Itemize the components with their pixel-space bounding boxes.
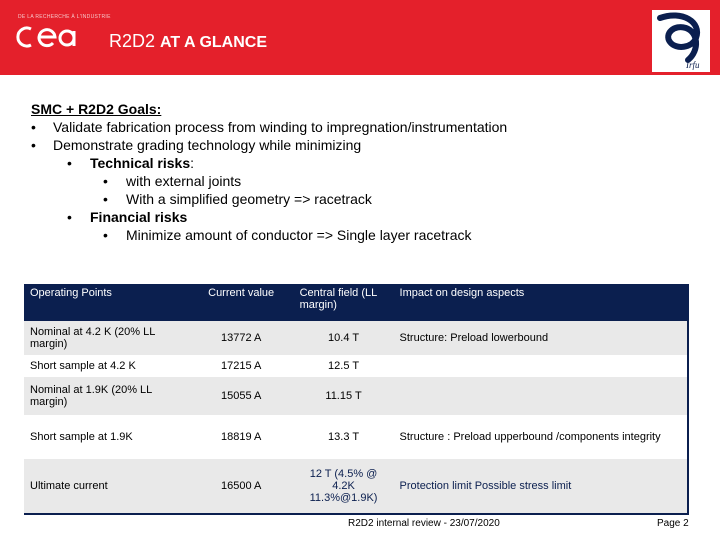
financial-risks-label: Financial risks <box>90 209 188 225</box>
operating-points-table <box>24 284 689 515</box>
impact-cell <box>394 355 688 377</box>
irfu-logo-text: Irfu <box>686 60 700 70</box>
impact-cell <box>394 377 688 415</box>
table-row <box>24 415 688 459</box>
current-cell: 15055 A <box>189 377 294 415</box>
current-cell: 18819 A <box>220 431 262 443</box>
bullet-icon: • <box>103 227 108 243</box>
header-operating-points: Operating Points <box>24 284 189 321</box>
operating-point-cell: Nominal at 4.2 K (20% LL margin) <box>24 321 189 355</box>
field-cell: 12 T (4.5% @ 4.2K 11.3%@1.9K) <box>294 459 394 514</box>
technical-risks-suffix: : <box>190 155 195 171</box>
technical-item: With a simplified geometry => racetrack <box>126 191 372 207</box>
table-header-row <box>24 284 688 321</box>
cea-logo <box>15 23 79 51</box>
slide-title <box>109 31 267 52</box>
current-cell: 17215 A <box>220 360 262 372</box>
title-part1: R2D2 <box>109 31 156 51</box>
irfu-logo-icon <box>652 10 710 72</box>
technical-risks <box>90 154 194 172</box>
technical-risks-label: Technical risks <box>90 155 191 171</box>
impact-cell: Structure : Preload upperbound /components integrity <box>394 415 688 459</box>
bullet-icon: • <box>103 173 108 189</box>
bullet-icon: • <box>31 137 36 153</box>
bullet-icon: • <box>103 191 108 207</box>
table-row <box>24 321 688 355</box>
header-bar <box>0 0 720 75</box>
bullet-icon: • <box>67 209 72 225</box>
goal-item: Demonstrate grading technology while minimizing <box>53 137 362 153</box>
irfu-logo <box>652 10 710 72</box>
goals-section <box>31 100 508 244</box>
bullet-icon: • <box>31 119 36 135</box>
goals-heading: SMC + R2D2 Goals: <box>31 101 162 117</box>
operating-point-cell: Short sample at 1.9K <box>30 431 133 443</box>
field-cell: 12.5 T <box>328 360 360 372</box>
table-row <box>24 459 688 514</box>
title-part2: AT A GLANCE <box>160 34 267 51</box>
field-cell: 11.15 T <box>294 377 394 415</box>
impact-cell: Structure: Preload lowerbound <box>394 321 688 355</box>
header-current-value: Current value <box>189 284 294 321</box>
header-impact: Impact on design aspects <box>394 284 688 321</box>
table-row <box>24 377 688 415</box>
header-central-field: Central field (LL margin) <box>294 284 394 321</box>
impact-cell: Protection limit Possible stress limit <box>394 459 688 514</box>
footer-review-date: R2D2 internal review - 23/07/2020 <box>348 518 500 529</box>
operating-point-cell: Ultimate current <box>24 459 189 514</box>
financial-item: Minimize amount of conductor => Single layer racetrack <box>126 227 472 243</box>
page-number: Page 2 <box>657 518 689 529</box>
field-cell: 10.4 T <box>294 321 394 355</box>
operating-point-cell: Short sample at 4.2 K <box>30 360 136 372</box>
current-cell: 16500 A <box>189 459 294 514</box>
table-row <box>24 355 688 377</box>
current-cell: 13772 A <box>189 321 294 355</box>
bullet-icon: • <box>67 155 72 171</box>
operating-point-cell: Nominal at 1.9K (20% LL margin) <box>24 377 189 415</box>
header-tagline: DE LA RECHERCHE À L'INDUSTRIE <box>18 14 111 20</box>
technical-item: with external joints <box>126 173 242 189</box>
field-cell: 13.3 T <box>328 431 360 443</box>
goal-item: Validate fabrication process from winding to impregnation/instrumentation <box>53 119 508 135</box>
